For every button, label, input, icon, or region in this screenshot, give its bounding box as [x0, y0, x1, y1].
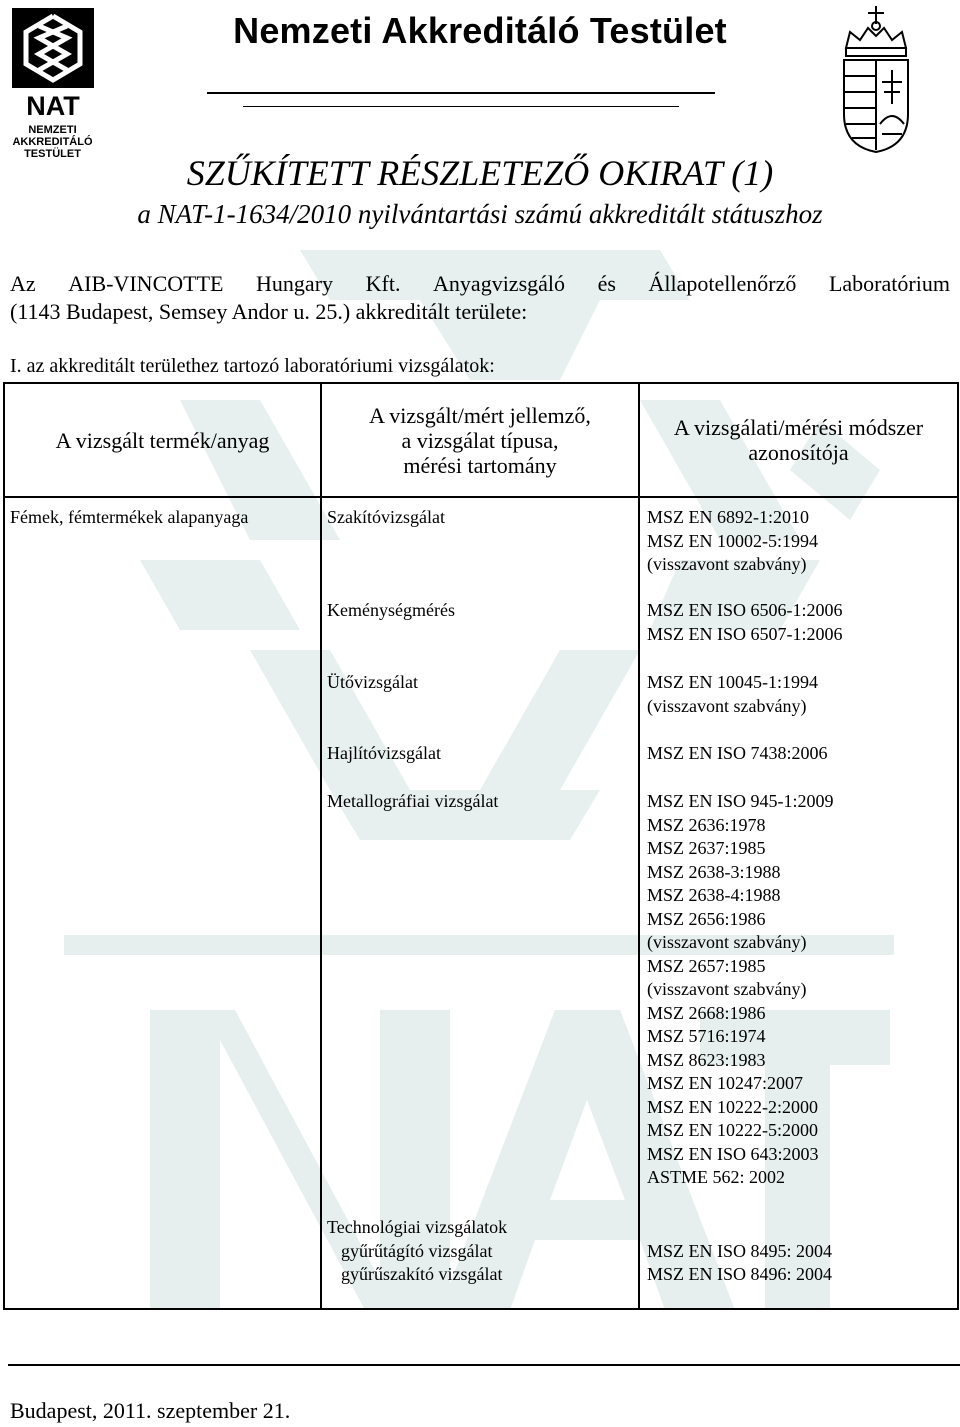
document-title: SZŰKÍTETT RÉSZLETEZŐ OKIRAT (1) — [186, 153, 774, 193]
intro-word: és — [597, 271, 616, 296]
method-list: MSZ EN ISO 8495: 2004 MSZ EN ISO 8496: 2004 — [647, 1240, 833, 1284]
header-product — [4, 383, 321, 497]
document-subtitle: a NAT-1-1634/2010 nyilvántartási számú akkreditált státuszhoz — [137, 199, 823, 229]
method-list: MSZ EN ISO 6506-1:2006 MSZ EN ISO 6507-1:2006 — [647, 600, 843, 644]
intro-word: AIB-VINCOTTE — [68, 271, 224, 296]
method-list: MSZ EN ISO 7438:2006 — [647, 743, 828, 763]
product-name: Fémek, fémtermékek alapanyaga — [10, 507, 249, 527]
header-line: mérési tartomány — [403, 452, 557, 478]
intro-word: Állapotellenőrző — [648, 271, 797, 296]
header-method — [639, 383, 958, 497]
header-line: A vizsgált termék/anyag — [55, 427, 270, 453]
intro-word: Kft. — [365, 271, 401, 296]
logo-caption-line: AKKREDITÁLÓ — [12, 136, 93, 148]
method-list: MSZ EN 10045-1:1994 (visszavont szabvány) — [647, 672, 818, 716]
intro-paragraph — [10, 270, 950, 326]
intro-line-2: (1143 Budapest, Semsey Andor u. 25.) akkreditált területe: — [10, 299, 528, 324]
header-rule-bottom — [243, 106, 679, 107]
header-line: A vizsgálati/mérési módszer — [673, 415, 924, 440]
intro-word: Anyagvizsgáló — [433, 271, 566, 296]
intro-word: Hungary — [256, 271, 334, 296]
method-list: MSZ EN ISO 945-1:2009 MSZ 2636:1978 MSZ 2637:1985 MSZ 2638-3:1988 MSZ 2638-4:1988 MSZ 2656:1986 (visszavont szabvány) MSZ 2657:1985 (visszavont szabvány) MSZ 2668:1986 MSZ 5716:1974 MSZ 8623:1983 MSZ EN 10247:2007 MSZ EN 10222-2:2000 MSZ EN 10222-5:2000 MSZ EN ISO 643:2003 ASTME 562: 2002 — [647, 791, 834, 1187]
header-line: a vizsgálat típusa, — [401, 427, 559, 453]
product-cell — [4, 497, 321, 1309]
section-heading: I. az akkreditált területhez tartozó laboratóriumi vizsgálatok: — [10, 355, 495, 377]
header-line: A vizsgált/mért jellemző, — [369, 402, 591, 428]
table-body-row — [4, 497, 958, 1309]
intro-word: Laboratórium — [828, 271, 950, 296]
header-line: azonosítója — [748, 440, 849, 465]
tests-cell — [321, 497, 639, 1309]
table-header-row — [4, 383, 958, 497]
header-rule-top — [207, 92, 715, 94]
footer-rule — [8, 1364, 960, 1366]
accreditation-table — [3, 382, 959, 1310]
test-name: Metallográfiai vizsgálat — [327, 791, 499, 811]
nat-logo-lettering: NAT — [26, 91, 80, 121]
intro-line-1 — [10, 270, 950, 298]
test-name: Technológiai vizsgálatok gyűrűtágító vizsgálat gyűrűszakító vizsgálat — [327, 1217, 508, 1284]
intro-word: Az — [10, 271, 36, 296]
header-characteristic — [321, 383, 639, 497]
method-list: MSZ EN 6892-1:2010 MSZ EN 10002-5:1994 (visszavont szabvány) — [647, 507, 818, 574]
logo-caption-line: NEMZETI — [28, 124, 77, 136]
test-name: Keménységmérés — [327, 600, 455, 620]
test-name: Ütővizsgálat — [327, 672, 418, 692]
logo-caption-line: TESTÜLET — [24, 148, 81, 160]
footer-date: Budapest, 2011. szeptember 21. — [10, 1398, 291, 1423]
organization-name: Nemzeti Akkreditáló Testület — [233, 10, 727, 51]
test-name: Hajlítóvizsgálat — [327, 743, 441, 763]
methods-cell — [639, 497, 958, 1309]
test-name: Szakítóvizsgálat — [327, 507, 445, 527]
